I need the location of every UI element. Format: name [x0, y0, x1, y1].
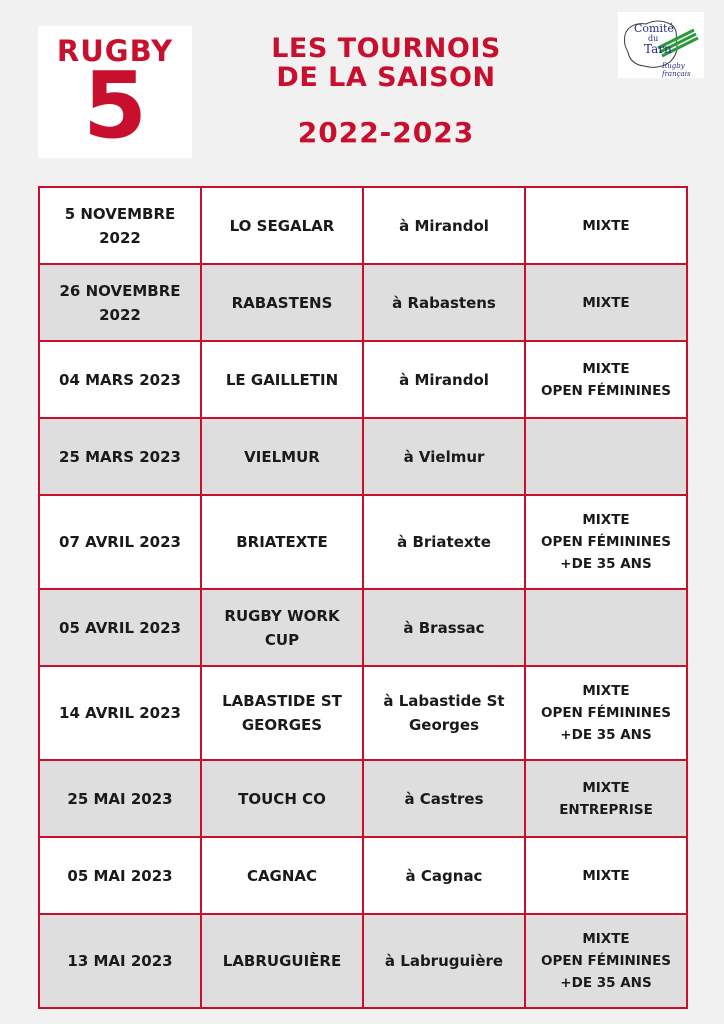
place-cell-line: à Labastide St: [383, 692, 505, 710]
name-cell-line: RABASTENS: [231, 293, 333, 312]
logo-text-du: du: [648, 34, 659, 43]
name-cell: [201, 589, 363, 666]
name-cell-line: CAGNAC: [246, 866, 318, 885]
date-cell: [39, 666, 201, 760]
categories-cell: [525, 914, 687, 1008]
date-cell-line: 05 MAI 2023: [67, 866, 173, 885]
name-cell-line: TOUCH CO: [238, 789, 326, 808]
date-cell: [39, 264, 201, 341]
name-cell-line: BRIATEXTE: [236, 533, 328, 551]
name-cell-line: LO SEGALAR: [229, 216, 335, 235]
table-row: [39, 418, 687, 495]
title-line-1: LES TOURNOIS: [271, 33, 501, 64]
date-cell-line: 5 NOVEMBRE: [64, 204, 176, 223]
date-cell: [39, 187, 201, 264]
date-cell-line: 26 NOVEMBRE: [59, 281, 181, 300]
place-cell: [363, 914, 525, 1008]
date-cell-line: 04 MARS 2023: [59, 370, 181, 389]
name-cell-line: GEORGES: [241, 716, 323, 734]
name-cell-line: LABRUGUIÈRE: [222, 952, 342, 970]
categories-cell-line: MIXTE: [582, 294, 630, 311]
name-cell: [201, 495, 363, 589]
comite-du-tarn-logo: [618, 12, 704, 78]
page-title: [236, 34, 536, 92]
date-cell-line: 2022: [99, 228, 141, 247]
date-cell-line: 05 AVRIL 2023: [59, 618, 181, 637]
logo-text-tag: Rugby français: [662, 62, 691, 78]
categories-cell: [525, 589, 687, 666]
rugby-5-logo: [38, 26, 192, 158]
name-cell: [201, 760, 363, 837]
name-cell-line: LE GAILLETIN: [225, 370, 339, 389]
date-cell: [39, 341, 201, 418]
categories-cell: [525, 760, 687, 837]
table-row: [39, 837, 687, 914]
place-cell-line: à Castres: [404, 789, 484, 808]
date-cell-line: 13 MAI 2023: [67, 952, 173, 970]
categories-cell: [525, 187, 687, 264]
categories-cell-line: MIXTE: [582, 931, 630, 947]
categories-cell: [525, 666, 687, 760]
table-row: [39, 914, 687, 1008]
categories-cell: [525, 264, 687, 341]
place-cell-line: à Brassac: [403, 618, 485, 637]
name-cell-line: VIELMUR: [244, 447, 320, 466]
categories-cell-line: MIXTE: [582, 683, 630, 699]
categories-cell-line: OPEN FÉMININES: [540, 953, 672, 969]
logo-text-comite: Comité: [634, 22, 674, 35]
categories-cell-line: ENTREPRISE: [559, 801, 653, 818]
place-cell-line: à Briatexte: [397, 533, 491, 551]
name-cell: [201, 187, 363, 264]
table-row: [39, 187, 687, 264]
name-cell: [201, 418, 363, 495]
categories-cell-line: +DE 35 ANS: [560, 727, 652, 743]
place-cell-line: à Rabastens: [392, 293, 496, 312]
table-row: [39, 760, 687, 837]
place-cell: [363, 187, 525, 264]
place-cell: [363, 341, 525, 418]
categories-cell: [525, 418, 687, 495]
place-cell: [363, 760, 525, 837]
place-cell: [363, 495, 525, 589]
categories-cell: [525, 495, 687, 589]
place-cell: [363, 837, 525, 914]
date-cell: [39, 495, 201, 589]
logo-text-tarn: Tarn: [644, 42, 672, 56]
logo-word: RUGBY: [56, 34, 174, 68]
name-cell: [201, 666, 363, 760]
place-cell: [363, 589, 525, 666]
categories-cell: [525, 341, 687, 418]
date-cell: [39, 837, 201, 914]
place-cell-line: à Vielmur: [403, 447, 485, 466]
title-line-2: DE LA SAISON: [276, 62, 496, 93]
categories-cell-line: OPEN FÉMININES: [540, 705, 672, 721]
date-cell: [39, 760, 201, 837]
table-row: [39, 495, 687, 589]
place-cell: [363, 418, 525, 495]
place-cell: [363, 264, 525, 341]
place-cell: [363, 666, 525, 760]
date-cell: [39, 418, 201, 495]
name-cell: [201, 837, 363, 914]
categories-cell-line: MIXTE: [582, 217, 630, 234]
name-cell-line: RUGBY WORK: [224, 606, 340, 625]
tournament-table: [38, 186, 688, 1009]
date-cell-line: 2022: [99, 305, 141, 324]
categories-cell-line: MIXTE: [582, 512, 630, 528]
name-cell: [201, 914, 363, 1008]
season-label: 2022-2023: [297, 116, 475, 149]
categories-cell-line: MIXTE: [582, 867, 630, 884]
place-cell-line: à Mirandol: [399, 216, 489, 235]
place-cell-line: à Labruguière: [384, 952, 504, 970]
date-cell: [39, 914, 201, 1008]
name-cell: [201, 341, 363, 418]
categories-cell-line: +DE 35 ANS: [560, 975, 652, 991]
categories-cell-line: OPEN FÉMININES: [540, 534, 672, 550]
date-cell-line: 07 AVRIL 2023: [59, 533, 181, 551]
date-cell-line: 25 MARS 2023: [59, 447, 181, 466]
date-cell-line: 25 MAI 2023: [67, 789, 173, 808]
categories-cell-line: +DE 35 ANS: [560, 556, 652, 572]
place-cell-line: Georges: [408, 716, 480, 734]
table-row: [39, 264, 687, 341]
date-cell: [39, 589, 201, 666]
categories-cell-line: OPEN FÉMININES: [540, 382, 672, 399]
table-row: [39, 341, 687, 418]
name-cell-line: CUP: [264, 630, 300, 649]
date-cell-line: 14 AVRIL 2023: [59, 704, 181, 722]
categories-cell-line: MIXTE: [582, 360, 630, 377]
categories-cell: [525, 837, 687, 914]
table-row: [39, 589, 687, 666]
place-cell-line: à Cagnac: [405, 866, 483, 885]
name-cell-line: LABASTIDE ST: [222, 692, 342, 710]
name-cell: [201, 264, 363, 341]
table-row: [39, 666, 687, 760]
place-cell-line: à Mirandol: [399, 370, 489, 389]
categories-cell-line: MIXTE: [582, 779, 630, 796]
logo-number: 5: [82, 52, 147, 159]
